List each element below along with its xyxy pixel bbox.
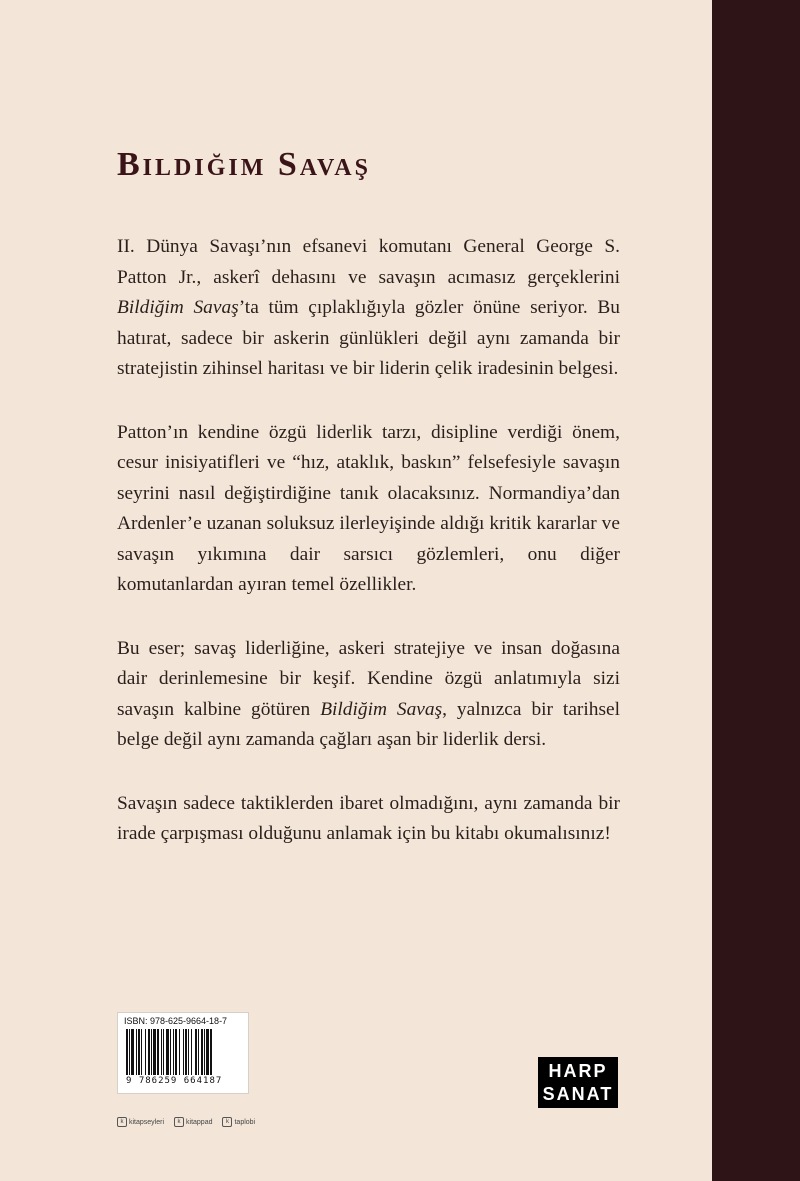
blurb-paragraph: Patton’ın kendine özgü liderlik tarzı, disipline verdiği önem, cesur inisiyatifleri ve “hız, ataklık, baskın” felsefesiyle savaşın seyrini nasıl değiştirdiğine tanık olacaksınız. Normandiya’dan Ardenler’e uzanan soluksuz ilerleyişinde aldığı kritik kararlar ve savaşın yıkımına dair sarsıcı gözlemleri, onu diğer komutanlardan ayıran temel özellikler. [117, 421, 620, 595]
partner-logo: k kitapseyleri [117, 1117, 164, 1127]
blurb-paragraph: Bu eser; savaş liderliğine, askeri stratejiye ve insan doğasına dair derinlemesine bir keşif. Kendine özgü anlatımıyla sizi savaşın kalbine götüren Bildiğim Savaş, yalnızca bir tarihsel belge değil aynı zamanda çağları aşan bir liderlik dersi. [117, 637, 620, 750]
isbn-digits: 9 786259 664187 [126, 1076, 223, 1086]
partner-logo: k taplobi [222, 1117, 255, 1127]
partner-logos [117, 1115, 257, 1129]
publisher-logo: HARP SANAT [538, 1057, 618, 1108]
partner-k-icon: k [117, 1117, 127, 1127]
isbn-barcode-box [117, 1012, 249, 1094]
isbn-label: ISBN: 978-625-9664-18-7 [124, 1016, 228, 1026]
book-spine [712, 0, 800, 1181]
blurb-paragraph: Savaşın sadece taktiklerden ibaret olmadığını, aynı zamanda bir irade çarpışması olduğunu anlamak için bu kitabı okumalısınız! [117, 792, 620, 844]
blurb-paragraph: II. Dünya Savaşı’nın efsanevi komutanı General George S. Patton Jr., askerî dehasını ve savaşın acımasız gerçeklerini Bildiğim Savaş’ta tüm çıplaklığıyla gözler önüne seriyor. Bu hatırat, sadece bir askerin günlükleri değil aynı zamanda bir stratejistin zihinsel haritası ve bir liderin çelik iradesinin belgesi. [117, 236, 620, 379]
partner-logo: k kitappad [174, 1117, 212, 1127]
partner-k-icon: k [222, 1117, 232, 1127]
book-title: Bildiğim Savaş [117, 146, 371, 183]
barcode-icon [126, 1029, 240, 1075]
partner-k-icon: k [174, 1117, 184, 1127]
blurb [117, 232, 620, 883]
